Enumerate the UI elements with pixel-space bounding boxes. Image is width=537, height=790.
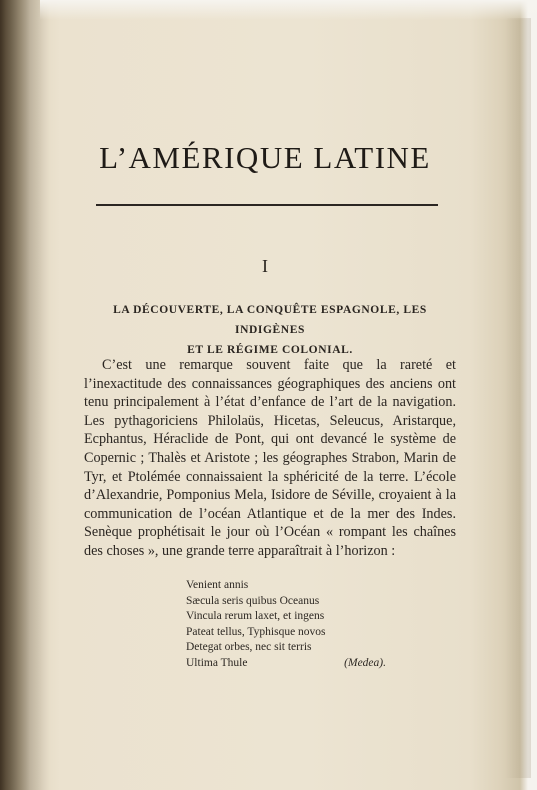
chapter-number: I [262,256,268,276]
verse-line: Vincula rerum laxet, et ingens [186,610,325,623]
body-paragraph: C’est une remarque souvent faite que la rareté et l’inexactitude des connaissances géographiques des anciens ont tenu principalement à l’état d’enfance de l’art de la navigation. Les pythagoriciens Philolaüs, Hicetas, Seleucus, Aristarque, Ecphantus, Héraclide de Pont, qui ont devancé le système de Copernic ; Thalès et Aristote ; les géographes Strabon, Marin de Tyr, et Ptolémée connaissaient la sphéricité de la terre. L’école d’Alexandrie, Pomponius Mela, Isidore de Séville, croyaient à la communication de l’océan Atlantique et de la mer des Indes. Senèque prophétisait le jour où l’Océan « rompant les chaînes des choses », une grande terre apparaîtrait à l’horizon : [84,357,456,559]
verse-quote [186,578,386,672]
verse-line: Venient annis [186,579,249,591]
verse-line: Pateat tellus, Typhisque novos [186,625,326,638]
verse-line: Sæcula seris quibus Oceanus [186,594,320,607]
chapter-heading [84,300,456,360]
title-rule [96,204,438,206]
verse-line: Detegat orbes, nec sit terris [186,641,312,654]
verse-source: (Medea). [344,656,386,669]
page-title: L’AMÉRIQUE LATINE [99,140,431,175]
chapter-heading-line-2: ET LE RÉGIME COLONIAL. [187,344,353,356]
page-edge-shadow [505,18,531,778]
verse-line: Ultima Thule [186,656,248,669]
verse-last-line [186,656,386,672]
page-top-edge [40,0,537,20]
chapter-heading-line-1: LA DÉCOUVERTE, LA CONQUÊTE ESPAGNOLE, LES INDIGÈNES [113,304,427,336]
spine-shadow [0,0,50,790]
